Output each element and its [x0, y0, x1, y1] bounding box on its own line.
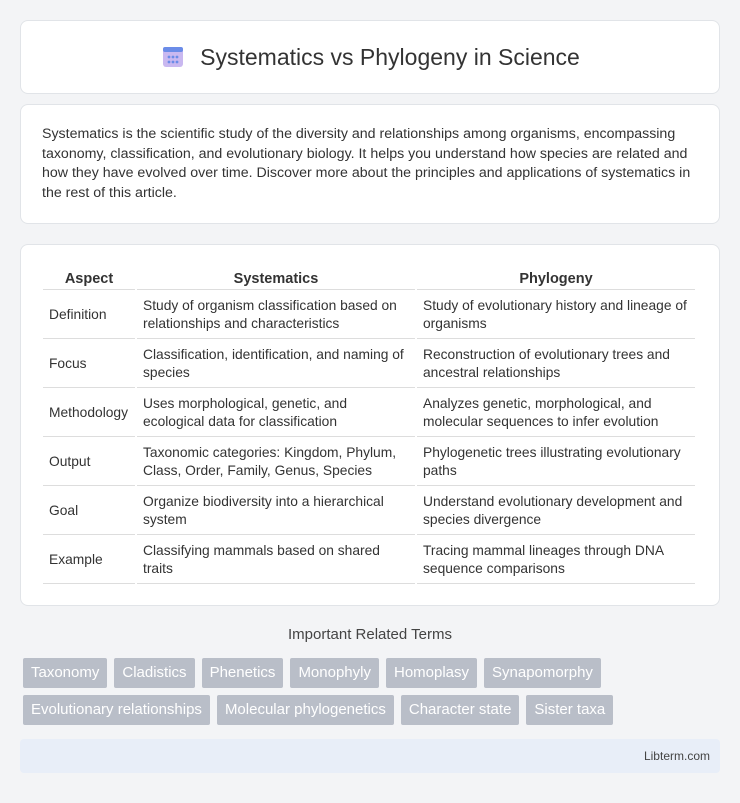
tag-homoplasy[interactable]: Homoplasy: [386, 658, 477, 688]
cell-phylogeny: Understand evolutionary development and species divergence: [417, 488, 695, 535]
cell-systematics: Study of organism classification based on relationships and characteristics: [137, 292, 415, 339]
table-row: [43, 390, 695, 437]
cell-aspect: Definition: [43, 292, 135, 339]
intro-card: [20, 104, 720, 224]
cell-phylogeny: Study of evolutionary history and lineage of organisms: [417, 292, 695, 339]
tag-monophyly[interactable]: Monophyly: [290, 658, 379, 688]
tag-evolutionary-relationships[interactable]: Evolutionary relationships: [23, 695, 210, 725]
table-row: [43, 488, 695, 535]
related-terms-title: Important Related Terms: [288, 626, 452, 643]
footer: [20, 739, 720, 773]
related-terms-list: [23, 658, 723, 725]
tag-taxonomy[interactable]: Taxonomy: [23, 658, 107, 688]
cell-aspect: Methodology: [43, 390, 135, 437]
table-row: [43, 341, 695, 388]
header-phylogeny: Phylogeny: [417, 267, 695, 290]
cell-systematics: Organize biodiversity into a hierarchical system: [137, 488, 415, 535]
tag-synapomorphy[interactable]: Synapomorphy: [484, 658, 601, 688]
table-header-row: [43, 267, 695, 290]
cell-phylogeny: Phylogenetic trees illustrating evolutionary paths: [417, 439, 695, 486]
footer-site-link[interactable]: Libterm.com: [643, 749, 710, 763]
cell-aspect: Focus: [43, 341, 135, 388]
tag-cladistics[interactable]: Cladistics: [114, 658, 194, 688]
cell-systematics: Classification, identification, and naming of species: [137, 341, 415, 388]
cell-phylogeny: Tracing mammal lineages through DNA sequence comparisons: [417, 537, 695, 584]
cell-aspect: Goal: [43, 488, 135, 535]
comparison-card: [20, 244, 720, 606]
tag-molecular-phylogenetics[interactable]: Molecular phylogenetics: [217, 695, 394, 725]
cell-systematics: Classifying mammals based on shared traits: [137, 537, 415, 584]
table-row: [43, 292, 695, 339]
comparison-table: [41, 265, 697, 586]
tag-sister-taxa[interactable]: Sister taxa: [526, 695, 613, 725]
header-systematics: Systematics: [137, 267, 415, 290]
cell-systematics: Uses morphological, genetic, and ecological data for classification: [137, 390, 415, 437]
table-row: [43, 537, 695, 584]
cell-aspect: Example: [43, 537, 135, 584]
table-row: [43, 439, 695, 486]
tag-phenetics[interactable]: Phenetics: [202, 658, 284, 688]
cell-aspect: Output: [43, 439, 135, 486]
page-title: Systematics vs Phylogeny in Science: [200, 43, 580, 70]
tag-character-state[interactable]: Character state: [401, 695, 520, 725]
document-icon: [160, 45, 186, 69]
intro-text: Systematics is the scientific study of the diversity and relationships among organisms, encompassing taxonomy, classification, and evolutionary biology. It helps you understand how species are related and how they have evolved over time. Discover more about the principles and applications of systematics in the rest of this article.: [42, 126, 691, 201]
header-aspect: Aspect: [43, 267, 135, 290]
cell-phylogeny: Analyzes genetic, morphological, and molecular sequences to infer evolution: [417, 390, 695, 437]
cell-phylogeny: Reconstruction of evolutionary trees and ancestral relationships: [417, 341, 695, 388]
cell-systematics: Taxonomic categories: Kingdom, Phylum, Class, Order, Family, Genus, Species: [137, 439, 415, 486]
header-card: [20, 20, 720, 94]
